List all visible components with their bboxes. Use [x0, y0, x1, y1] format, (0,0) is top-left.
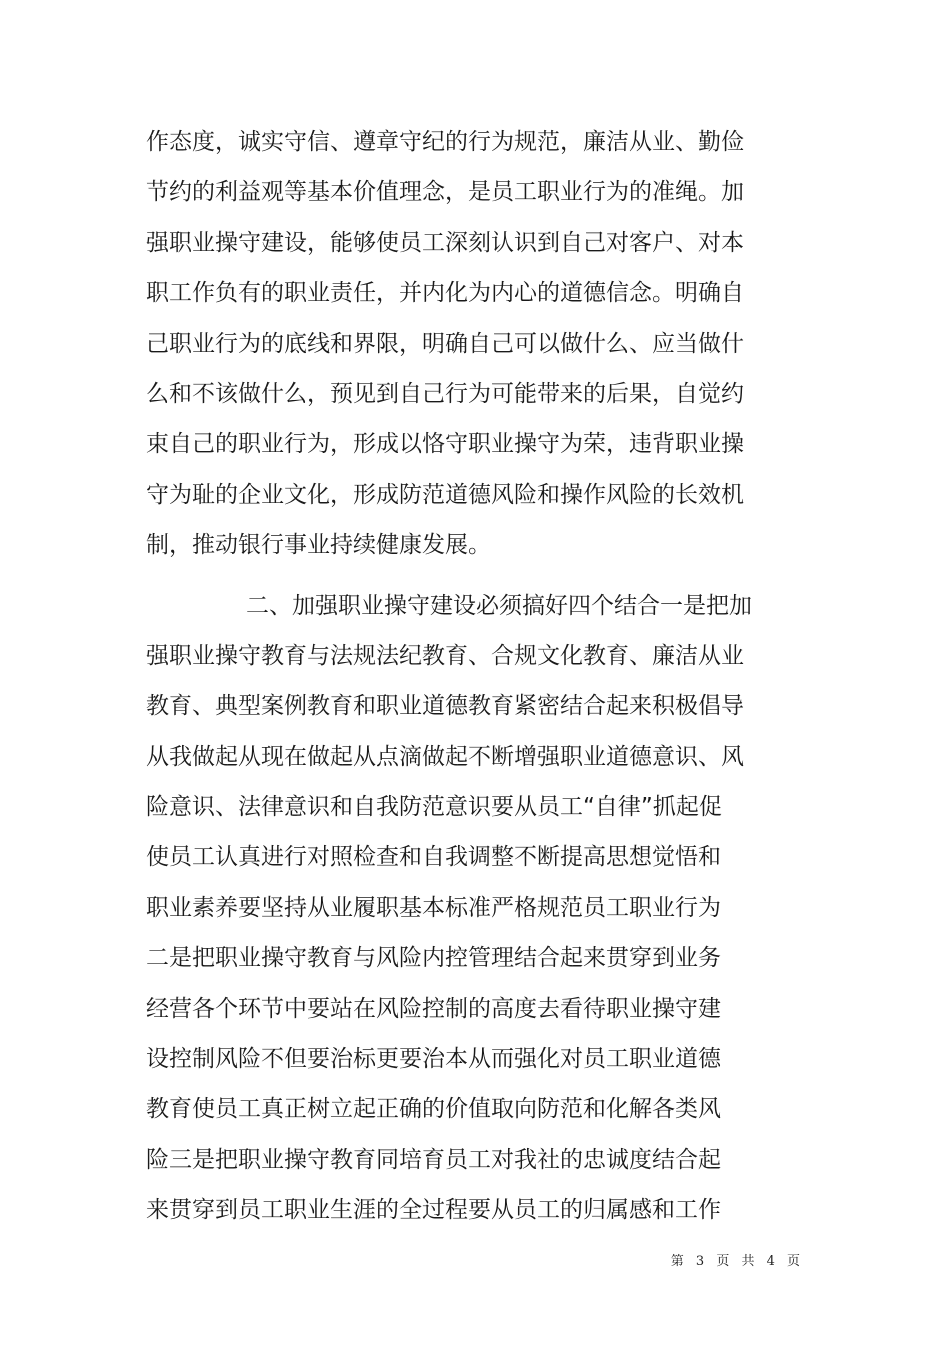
text-line: 从我做起从现在做起从点滴做起不断增强职业道德意识、风	[146, 743, 744, 770]
text-line: 经营各个环节中要站在风险控制的高度去看待职业操守建	[146, 995, 721, 1022]
text-line: 守为耻的企业文化，形成防范道德风险和操作风险的长效机	[146, 481, 744, 508]
section-heading-line: 二、加强职业操守建设必须搞好四个结合一是把加	[246, 592, 752, 619]
body-text	[146, 117, 766, 1236]
text-line: 强职业操守教育与法规法纪教育、合规文化教育、廉洁从业	[146, 642, 744, 669]
text-line: 教育使员工真正树立起正确的价值取向防范和化解各类风	[146, 1096, 721, 1123]
text-line: 教育、典型案例教育和职业道德教育紧密结合起来积极倡导	[146, 693, 744, 720]
text-line: 强职业操守建设，能够使员工深刻认识到自己对客户、对本	[146, 229, 744, 256]
text-line: 二是把职业操守教育与风险内控管理结合起来贯穿到业务	[146, 945, 721, 972]
text-line: 险意识、法律意识和自我防范意识要从员工“自律”抓起促	[146, 794, 722, 821]
text-line: 职业素养要坚持从业履职基本标准严格规范员工职业行为	[146, 894, 721, 921]
page-number: 第 3 页 共 4 页	[670, 1254, 804, 1269]
text-line: 制，推动银行事业持续健康发展。	[146, 532, 491, 559]
text-line: 束自己的职业行为，形成以恪守职业操守为荣，违背职业操	[146, 431, 744, 458]
text-line: 险三是把职业操守教育同培育员工对我社的忠诚度结合起	[146, 1146, 721, 1173]
text-line: 作态度，诚实守信、遵章守纪的行为规范，廉洁从业、勤俭	[146, 129, 744, 155]
text-line: 设控制风险不但要治标更要治本从而强化对员工职业道德	[146, 1046, 721, 1073]
text-line: 职工作负有的职业责任，并内化为内心的道德信念。明确自	[146, 280, 744, 307]
text-line: 么和不该做什么，预见到自己行为可能带来的后果，自觉约	[146, 380, 744, 407]
text-line: 节约的利益观等基本价值理念，是员工职业行为的准绳。加	[146, 179, 744, 206]
text-line: 来贯穿到员工职业生涯的全过程要从员工的归属感和工作	[146, 1197, 721, 1224]
paragraph-2	[146, 581, 766, 1236]
paragraph-1	[146, 117, 766, 571]
text-line: 己职业行为的底线和界限，明确自己可以做什么、应当做什	[146, 330, 744, 357]
text-line: 使员工认真进行对照检查和自我调整不断提高思想觉悟和	[146, 844, 721, 871]
